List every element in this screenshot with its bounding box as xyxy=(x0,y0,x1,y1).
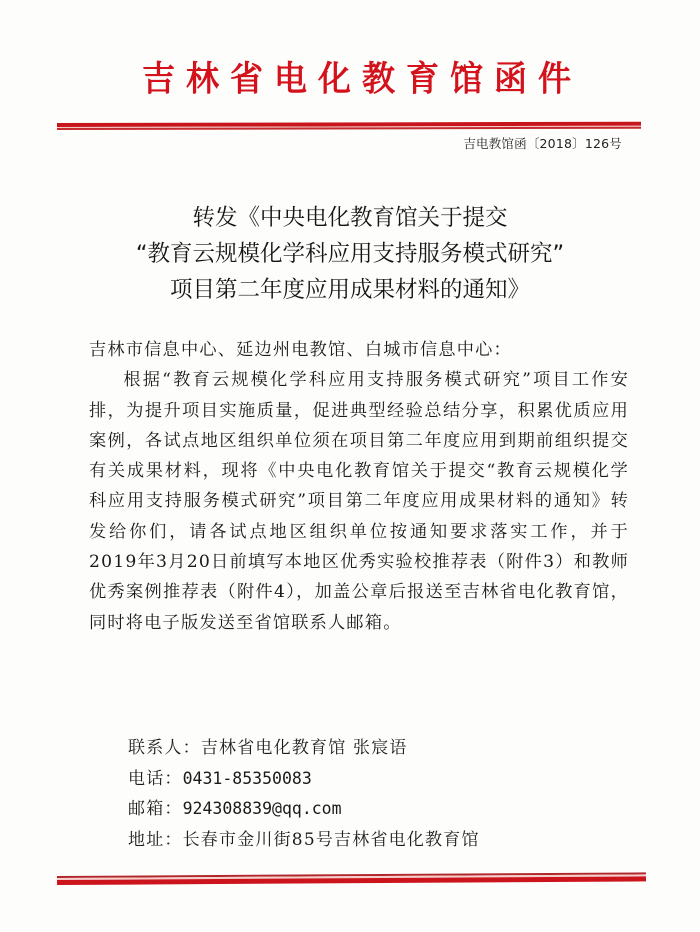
header-rule-thin xyxy=(57,127,641,130)
address-value: 长春市金川街85号吉林省电化教育馆 xyxy=(182,829,480,850)
document-body xyxy=(89,335,629,638)
document-number: 吉电教馆函〔2018〕126号 xyxy=(463,136,622,151)
footer-red-rule xyxy=(57,872,646,885)
title-line: “教育云规模化学科应用支持服务模式研究” xyxy=(135,241,565,267)
email-label: 邮箱： xyxy=(128,799,183,819)
contact-block xyxy=(128,733,628,855)
contact-person-label: 联系人： xyxy=(128,738,201,758)
email-value: 924308839@qq.com xyxy=(182,799,342,818)
contact-person-value: 吉林省电化教育馆 张宸语 xyxy=(200,738,408,758)
phone-value: 0431-85350083 xyxy=(182,768,312,788)
title-line: 转发《中央电化教育馆关于提交 xyxy=(192,205,508,231)
body-paragraph: 根据“教育云规模化学科应用支持服务模式研究”项目工作安排，为提升项目实施质量，促进典型经验总结分享，积累优质应用案例，各试点地区组织单位须在项目第二年度应用到期前组织提交有关成果材料，现将《中央电化教育馆关于提交“教育云规模化学科应用支持服务模式研究”项目第二年度应用成果材料的通知》转发给你们，请各试点地区组织单位按通知要求落实工作，并于2019年3月20日前填写本地区优秀实验校推荐表（附件3）和教师优秀案例推荐表（附件4），加盖公章后报送至吉林省电化教育馆，同时将电子版发送至省馆联系人邮箱。 xyxy=(89,370,629,633)
address-row xyxy=(128,825,628,856)
address-label: 地址： xyxy=(128,829,183,850)
phone-row xyxy=(128,764,628,795)
contact-person-row xyxy=(128,733,628,764)
document-title xyxy=(0,200,700,308)
header-red-rule xyxy=(57,122,641,130)
title-line: 项目第二年度应用成果材料的通知》 xyxy=(169,277,530,303)
salutation: 吉林市信息中心、延边州电教馆、白城市信息中心： xyxy=(89,340,512,360)
letterhead-masthead: 吉林省电化教育馆函件 xyxy=(142,58,582,99)
phone-label: 电话： xyxy=(128,768,183,789)
email-row xyxy=(128,794,628,825)
